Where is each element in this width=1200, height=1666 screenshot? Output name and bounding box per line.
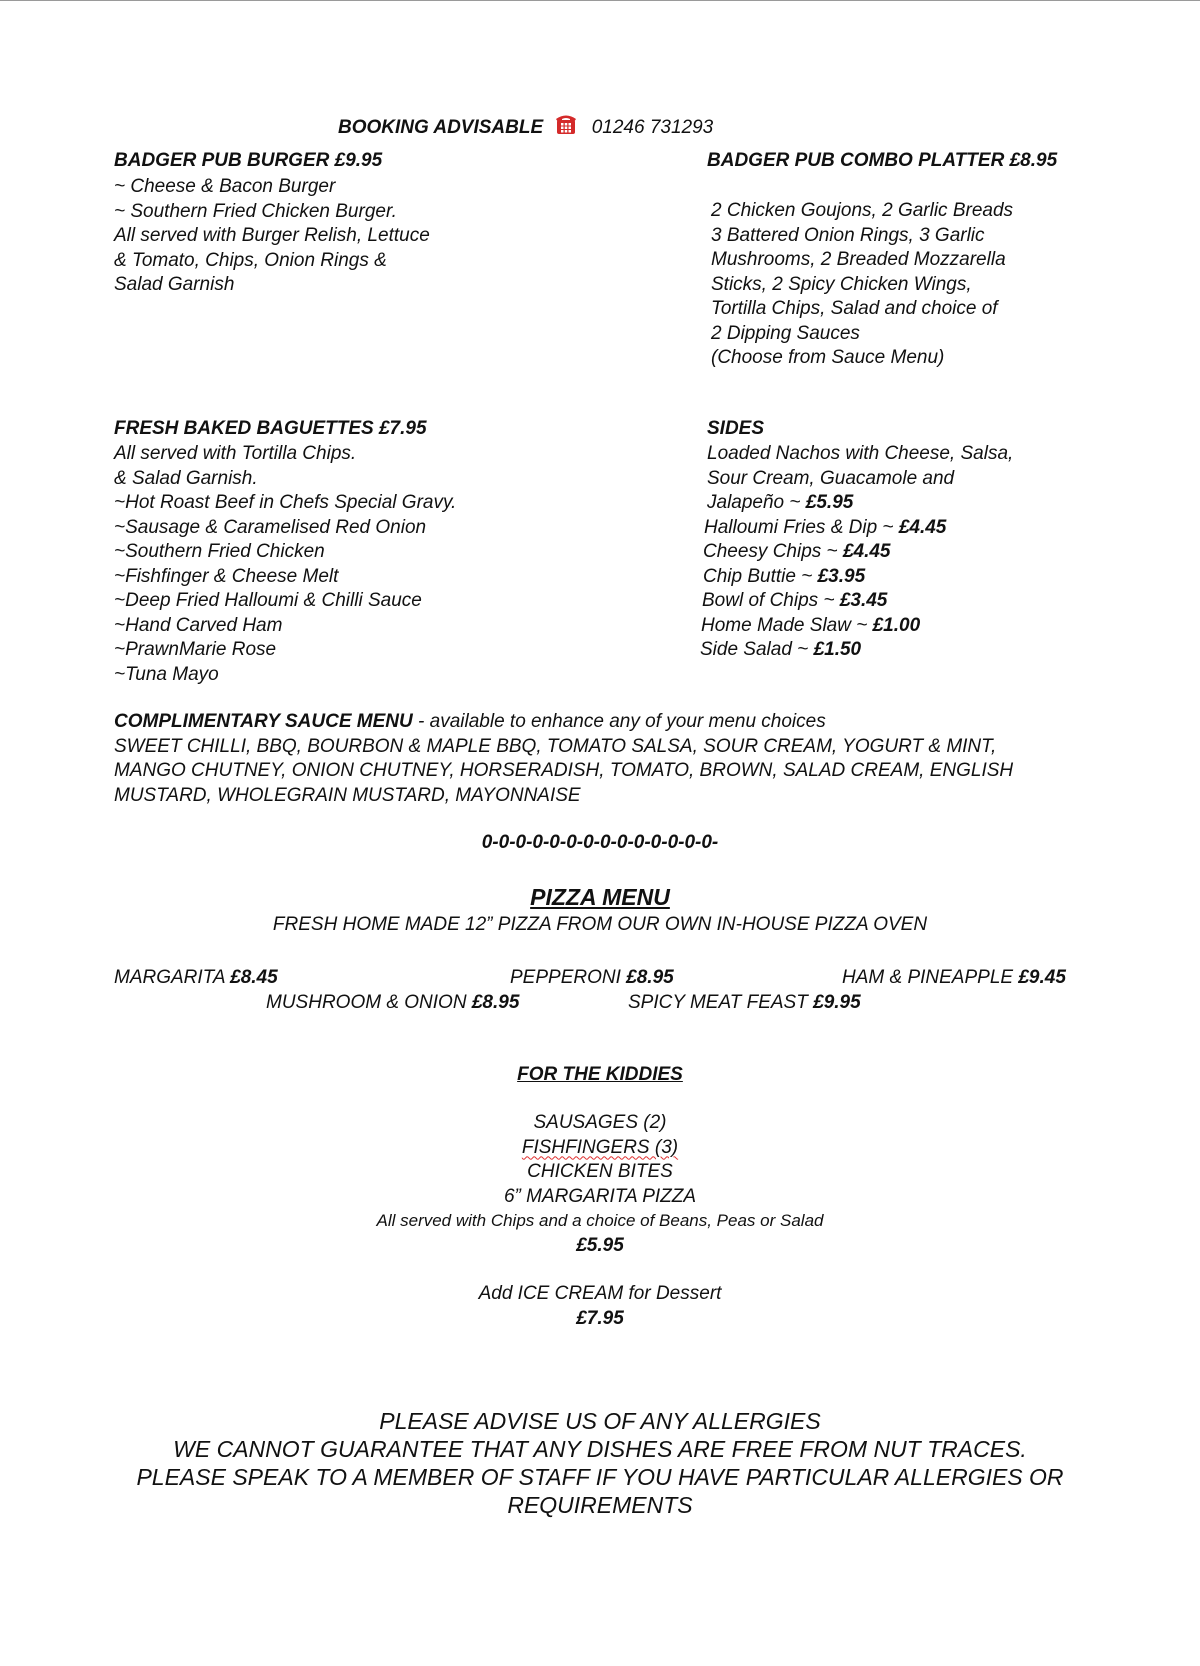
combo-title: BADGER PUB COMBO PLATTER £8.95 bbox=[707, 150, 1058, 171]
allergy-line: PLEASE ADVISE US OF ANY ALLERGIES bbox=[379, 1408, 821, 1434]
combo-line: Mushrooms, 2 Breaded Mozzarella bbox=[711, 249, 1006, 270]
allergy-notice bbox=[0, 1407, 1200, 1519]
side-line: Side Salad ~ £1.50 bbox=[700, 639, 862, 660]
side-line: Jalapeño ~ £5.95 bbox=[707, 492, 854, 513]
side-line: Bowl of Chips ~ £3.45 bbox=[702, 590, 888, 611]
pizza-item: SPICY MEAT FEAST £9.95 bbox=[628, 992, 861, 1013]
phone-icon bbox=[554, 112, 578, 144]
kids-spacer bbox=[0, 1258, 1200, 1282]
baguette-line: ~Fishfinger & Cheese Melt bbox=[114, 565, 339, 587]
burger-line: ~ Cheese & Bacon Burger bbox=[114, 176, 336, 197]
allergy-line: PLEASE SPEAK TO A MEMBER OF STAFF IF YOU HAVE PARTICULAR ALLERGIES OR bbox=[136, 1464, 1064, 1490]
burger-line: & Tomato, Chips, Onion Rings & bbox=[114, 249, 387, 271]
pizza-item: HAM & PINEAPPLE £9.45 bbox=[842, 967, 1066, 988]
pizza-item: MUSHROOM & ONION £8.95 bbox=[266, 992, 520, 1013]
baguette-line: ~Southern Fried Chicken bbox=[114, 541, 325, 562]
burger-description bbox=[114, 175, 430, 298]
baguette-line: ~PrawnMarie Rose bbox=[114, 639, 277, 660]
booking-label: BOOKING ADVISABLE bbox=[338, 117, 544, 138]
combo-description bbox=[711, 199, 1013, 371]
sauce-subtitle: - available to enhance any of your menu choices bbox=[412, 711, 826, 732]
pizza-subtitle: FRESH HOME MADE 12” PIZZA FROM OUR OWN IN-HOUSE PIZZA OVEN bbox=[272, 914, 928, 935]
booking-phone: 01246 731293 bbox=[591, 117, 714, 138]
sauce-line: SWEET CHILLI, BBQ, BOURBON & MAPLE BBQ, TOMATO SALSA, SOUR CREAM, YOGURT & MINT, bbox=[114, 735, 997, 757]
side-line: Cheesy Chips ~ £4.45 bbox=[703, 541, 891, 562]
kids-menu bbox=[0, 1111, 1200, 1331]
pizza-item: MARGARITA £8.45 bbox=[114, 967, 278, 988]
sides-title: SIDES bbox=[707, 418, 765, 439]
pizza-item: PEPPERONI £8.95 bbox=[510, 967, 674, 988]
kids-item: 6” MARGARITA PIZZA bbox=[503, 1185, 697, 1207]
kids-dessert: Add ICE CREAM for Dessert bbox=[478, 1283, 722, 1304]
combo-line: 2 Dipping Sauces bbox=[711, 322, 860, 344]
burger-line: All served with Burger Relish, Lettuce bbox=[114, 225, 430, 246]
section-divider: 0-0-0-0-0-0-0-0-0-0-0-0-0-0- bbox=[481, 832, 719, 853]
combo-line: 2 Chicken Goujons, 2 Garlic Breads bbox=[711, 200, 1014, 221]
top-rule bbox=[0, 0, 1200, 1]
baguette-line: ~Hot Roast Beef in Chefs Special Gravy. bbox=[114, 492, 457, 513]
baguette-line: ~Hand Carved Ham bbox=[114, 614, 283, 636]
burger-title: BADGER PUB BURGER £9.95 bbox=[114, 150, 383, 171]
sauce-title: COMPLIMENTARY SAUCE MENU bbox=[114, 711, 413, 732]
baguette-line: ~Deep Fried Halloumi & Chilli Sauce bbox=[114, 590, 422, 611]
sauce-menu bbox=[114, 710, 1013, 808]
pizza-title: PIZZA MENU bbox=[530, 884, 670, 910]
baguette-line: All served with Tortilla Chips. bbox=[114, 443, 357, 464]
side-line: Home Made Slaw ~ £1.00 bbox=[701, 614, 921, 636]
kids-item: CHICKEN BITES bbox=[527, 1161, 673, 1182]
sauce-line: MANGO CHUTNEY, ONION CHUTNEY, HORSERADISH, TOMATO, BROWN, SALAD CREAM, ENGLISH bbox=[114, 760, 1014, 781]
kids-item: FISHFINGERS (3) bbox=[521, 1136, 679, 1158]
baguette-line: ~Tuna Mayo bbox=[114, 663, 219, 685]
combo-line: Sticks, 2 Spicy Chicken Wings, bbox=[711, 273, 972, 295]
combo-line: (Choose from Sauce Menu) bbox=[711, 347, 945, 368]
sauce-line: MUSTARD, WHOLEGRAIN MUSTARD, MAYONNAISE bbox=[114, 784, 581, 806]
baguettes-description bbox=[114, 442, 456, 687]
kids-price: £5.95 bbox=[576, 1234, 624, 1256]
combo-line: 3 Battered Onion Rings, 3 Garlic bbox=[711, 224, 985, 246]
sauce-heading bbox=[114, 710, 1013, 735]
side-line: Halloumi Fries & Dip ~ £4.45 bbox=[704, 516, 947, 538]
booking-header bbox=[338, 112, 713, 144]
side-line: Sour Cream, Guacamole and bbox=[707, 467, 955, 489]
baguettes-title: FRESH BAKED BAGUETTES £7.95 bbox=[114, 418, 427, 439]
kids-dessert-price: £7.95 bbox=[576, 1307, 624, 1329]
burger-line: ~ Southern Fried Chicken Burger. bbox=[114, 200, 397, 222]
baguette-line: & Salad Garnish. bbox=[114, 467, 258, 489]
kids-item: SAUSAGES (2) bbox=[533, 1112, 667, 1133]
combo-line: Tortilla Chips, Salad and choice of bbox=[711, 298, 998, 319]
side-line: Chip Buttie ~ £3.95 bbox=[703, 565, 866, 587]
allergy-line: WE CANNOT GUARANTEE THAT ANY DISHES ARE FREE FROM NUT TRACES. bbox=[173, 1436, 1027, 1462]
allergy-line: REQUIREMENTS bbox=[507, 1492, 693, 1518]
baguette-line: ~Sausage & Caramelised Red Onion bbox=[114, 516, 427, 538]
side-line: Loaded Nachos with Cheese, Salsa, bbox=[707, 443, 1014, 464]
kids-note: All served with Chips and a choice of Beans, Peas or Salad bbox=[376, 1211, 824, 1230]
sides-list bbox=[700, 442, 1014, 663]
kids-title: FOR THE KIDDIES bbox=[517, 1064, 683, 1085]
burger-line: Salad Garnish bbox=[114, 274, 235, 295]
